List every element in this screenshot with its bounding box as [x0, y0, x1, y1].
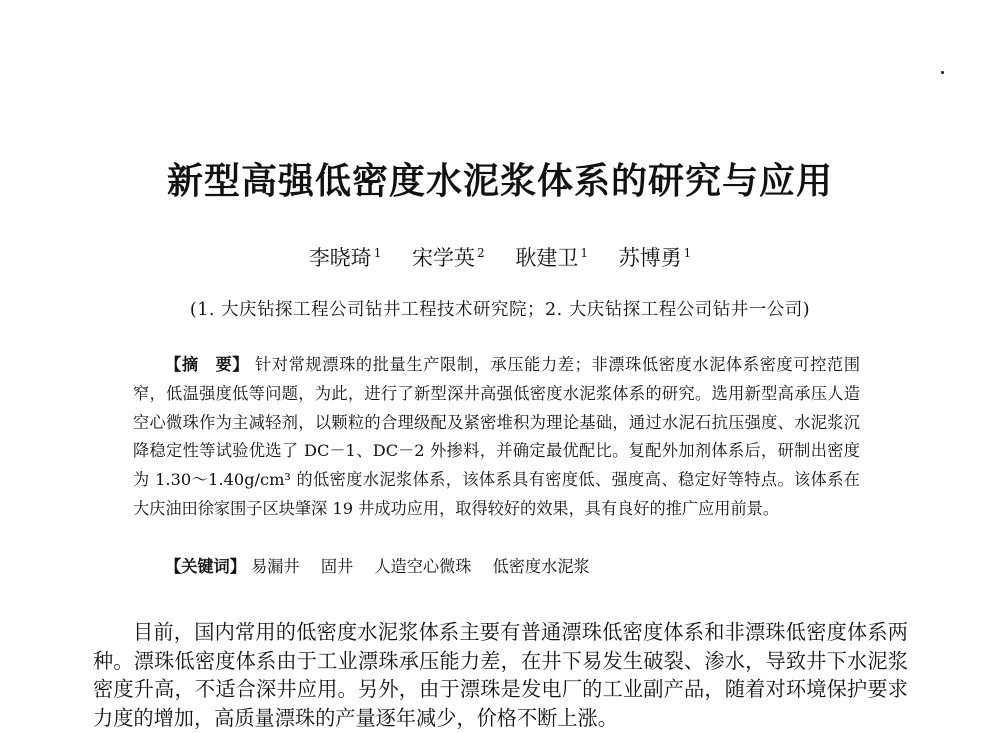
keyword: 低密度水泥浆: [492, 557, 590, 576]
author: [412, 238, 485, 273]
keywords-label: 【关键词】: [165, 557, 246, 576]
author-affil-mark: 1: [683, 246, 692, 260]
body-paragraph: 目前，国内常用的低密度水泥浆体系主要有普通漂珠低密度体系和非漂珠低密度体系两种。漂珠低密度体系由于工业漂珠承压能力差，在井下易发生破裂、渗水，导致井下水泥浆密度升高，不适合深井应用。另外，由于漂珠是发电厂的工业副产品，随着对环境保护要求力度的增加，高质量漂珠的产量逐年减少，价格不断上涨。: [93, 620, 908, 731]
author: [515, 238, 588, 273]
affiliations: (1. 大庆钻探工程公司钻井工程技术研究院；2. 大庆钻探工程公司钻井一公司): [189, 300, 811, 320]
paper-title: 新型高强低密度水泥浆体系的研究与应用: [166, 160, 833, 202]
author-affil-mark: 1: [580, 246, 588, 260]
author-name: 耿建卫: [515, 246, 579, 270]
keyword: 固井: [320, 557, 354, 576]
keywords: [165, 553, 606, 581]
keyword: 人造空心微珠: [374, 557, 472, 576]
author-name: 苏博勇: [618, 246, 682, 270]
scan-speck: [941, 71, 944, 74]
author: [309, 238, 382, 273]
abstract: [133, 351, 860, 524]
author-affil-mark: 2: [477, 246, 485, 260]
author: [619, 238, 692, 273]
abstract-label: 【摘 要】: [165, 355, 250, 374]
author-list: [0, 238, 1000, 273]
abstract-text: 针对常规漂珠的批量生产限制，承压能力差；非漂珠低密度水泥体系密度可控范围窄，低温强度低等问题，为此，进行了新型深井高强低密度水泥浆体系的研究。选用新型高承压人造空心微珠作为主减轻剂，以颗粒的合理级配及紧密堆积为理论基础，通过水泥石抗压强度、水泥浆沉降稳定性等试验优选了 DC－1、DC－2 外掺料，并确定最优配比。复配外加剂体系后，研制出密度为 1.30～1.40g/cm³ 的低密度水泥浆体系，该体系具有密度低、强度高、稳定好等特点。该体系在大庆油田徐家围子区块肇深 19 井成功应用，取得较好的效果，具有良好的推广应用前景。: [133, 355, 861, 518]
author-name: 李晓琦: [308, 246, 372, 270]
keyword: 易漏井: [251, 557, 300, 576]
author-affil-mark: 1: [373, 246, 382, 260]
author-name: 宋学英: [412, 246, 476, 270]
